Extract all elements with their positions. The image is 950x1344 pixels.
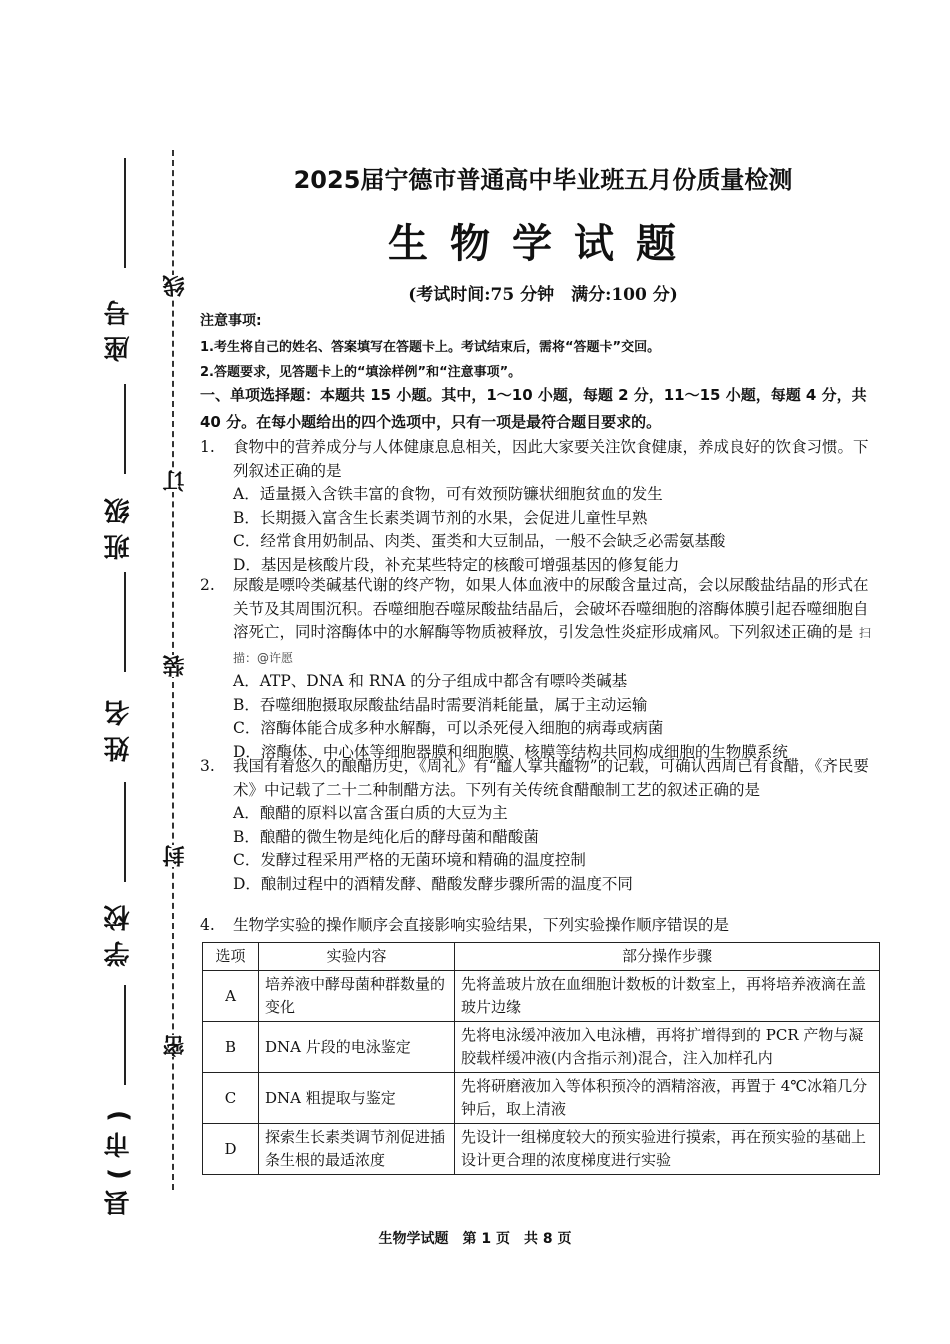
option-a: A．酿醋的原料以富含蛋白质的大豆为主	[233, 804, 508, 822]
seal-char-mi: 密	[160, 1035, 191, 1057]
question-1	[200, 436, 882, 577]
question-4	[200, 914, 882, 938]
question-3	[200, 755, 882, 896]
table-cell-content: DNA 粗提取与鉴定	[259, 1073, 455, 1124]
option-a: A．ATP、DNA 和 RNA 的分子组成中都含有嘌呤类碱基	[233, 672, 628, 690]
option-a: A．适量摄入含铁丰富的食物，可有效预防镰状细胞贫血的发生	[233, 485, 663, 503]
question-stem: 生物学实验的操作顺序会直接影响实验结果，下列实验操作顺序错误的是	[233, 916, 730, 934]
table-cell-option: C	[203, 1073, 259, 1124]
field-line-class	[124, 384, 126, 474]
field-line-name	[124, 572, 126, 672]
table-cell-steps: 先将电泳缓冲液加入电泳槽，再将扩增得到的 PCR 产物与凝胶载样缓冲液(内含指示剂)混合，注入加样孔内	[455, 1022, 880, 1073]
exam-title: 2025届宁德市普通高中毕业班五月份质量检测	[293, 166, 793, 194]
table-cell-option: A	[203, 971, 259, 1022]
option-b: B．吞噬细胞摄取尿酸盐结晶时需要消耗能量，属于主动运输	[233, 695, 648, 714]
subject-title: 生物学试题	[388, 220, 698, 267]
field-line-seat	[124, 158, 126, 268]
field-seat-label: 座号	[104, 290, 134, 362]
option-c: C．溶酶体能合成多种水解酶，可以杀死侵入细胞的病毒或病菌	[233, 719, 664, 737]
page-footer: 生物学试题 第 1 页 共 8 页	[378, 1231, 572, 1247]
binding-margin	[0, 0, 190, 1344]
question-stem: 食物中的营养成分与人体健康息息相关，因此大家要关注饮食健康，养成良好的饮食习惯。下列叙述正确的是	[233, 438, 869, 480]
option-d: D．基因是核酸片段，补充某些特定的核酸可增强基因的修复能力	[233, 555, 680, 574]
table-cell-steps: 先将盖玻片放在血细胞计数板的计数室上，再将培养液滴在盖玻片边缘	[455, 971, 880, 1022]
option-d: D．溶酶体、中心体等细胞器膜和细胞膜、核膜等结构共同构成细胞的生物膜系统	[233, 742, 788, 761]
seal-char-ding: 订	[160, 470, 191, 492]
field-line-county	[124, 985, 126, 1085]
notes-heading: 注意事项:	[200, 313, 262, 329]
table-cell-content: 培养液中酵母菌种群数量的变化	[259, 971, 455, 1022]
experiment-table	[202, 942, 880, 1175]
note-item-2: 2.答题要求，见答题卡上的“填涂样例”和“注意事项”。	[200, 365, 522, 380]
option-c: C．发酵过程采用严格的无菌环境和精确的温度控制	[233, 851, 586, 869]
table-header-cell: 部分操作步骤	[455, 943, 880, 971]
table-cell-steps: 先将研磨液加入等体积预冷的酒精溶液，再置于 4℃冰箱几分钟后，取上清液	[455, 1073, 880, 1124]
note-item-1: 1.考生将自己的姓名、答案填写在答题卡上。考试结束后，需将“答题卡”交回。	[200, 340, 661, 355]
table-cell-content: 探索生长素类调节剂促进插条生根的最适浓度	[259, 1124, 455, 1175]
seal-char-feng: 封	[160, 845, 191, 867]
field-school-label: 学校	[104, 895, 134, 967]
question-number: 4.	[200, 916, 215, 934]
section-title: 一、单项选择题：本题共 15 小题。其中，1～10 小题，每题 2 分，11～15 小题，每题 4 分，共 40 分。在每小题给出的四个选项中，只有一项是最符合题目要求的。	[200, 386, 867, 431]
field-class-label: 班级	[104, 488, 134, 560]
question-stem: 我国有着悠久的酿醋历史，《周礼》有“醯人掌共醯物”的记载，可确认西周已有食醋，《齐民要术》中记载了二十二种制醋方法。下列有关传统食醋酿制工艺的叙述正确的是	[233, 757, 869, 799]
question-number: 1.	[200, 438, 215, 456]
field-county-label: 县(市)	[104, 1100, 134, 1216]
table-row	[203, 1022, 880, 1073]
question-number: 3.	[200, 757, 215, 775]
table-row	[203, 1124, 880, 1175]
table-cell-option: D	[203, 1124, 259, 1175]
table-cell-content: DNA 片段的电泳鉴定	[259, 1022, 455, 1073]
field-name-label: 姓名	[104, 690, 134, 762]
exam-info: (考试时间:75 分钟 满分:100 分)	[408, 285, 678, 305]
table-cell-steps: 先设计一组梯度较大的预实验进行摸索，再在预实验的基础上设计更合理的浓度梯度进行实验	[455, 1124, 880, 1175]
field-line-school	[124, 782, 126, 882]
seal-char-zhuang: 装	[160, 655, 191, 677]
question-2	[200, 574, 882, 764]
table-header-cell: 实验内容	[259, 943, 455, 971]
option-b: B．长期摄入富含生长素类调节剂的水果，会促进儿童性早熟	[233, 508, 648, 527]
table-cell-option: B	[203, 1022, 259, 1073]
option-c: C．经常食用奶制品、肉类、蛋类和大豆制品，一般不会缺乏必需氨基酸	[233, 532, 726, 550]
table-header-row	[203, 943, 880, 971]
table-row	[203, 1073, 880, 1124]
option-b: B．酿醋的微生物是纯化后的酵母菌和醋酸菌	[233, 827, 539, 846]
option-d: D．酿制过程中的酒精发酵、醋酸发酵步骤所需的温度不同	[233, 874, 633, 893]
table-row	[203, 971, 880, 1022]
seal-char-xian: 线	[160, 275, 191, 297]
scanner-watermark: 扫描：@许愿	[233, 626, 872, 665]
table-header-cell: 选项	[203, 943, 259, 971]
question-number: 2.	[200, 576, 215, 594]
question-stem: 尿酸是嘌呤类碱基代谢的终产物，如果人体血液中的尿酸含量过高，会以尿酸盐结晶的形式在关节及其周围沉积。吞噬细胞吞噬尿酸盐结晶后，会破坏吞噬细胞的溶酶体膜引起吞噬细胞自溶死亡，同时溶酶体中的水解酶等物质被释放，引发急性炎症形成痛风。下列叙述正确的是	[233, 576, 869, 641]
